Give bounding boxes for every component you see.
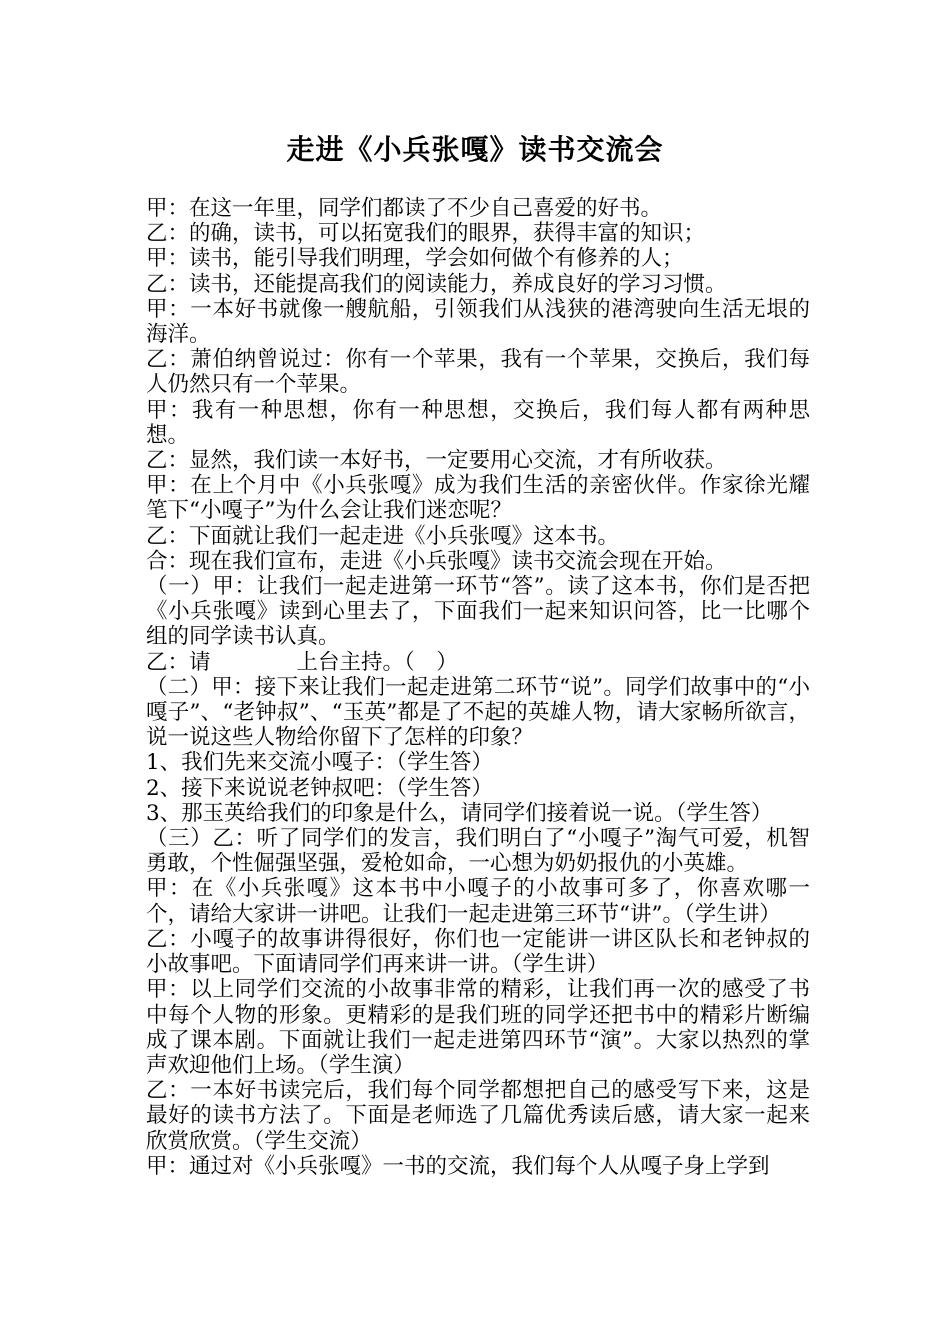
paragraph: 甲：一本好书就像一艘航船，引领我们从浅狭的港湾驶向生活无垠的海洋。 [146,296,810,348]
paragraph: 乙：读书，还能提高我们的阅读能力，养成良好的学习习惯。 [146,271,727,297]
paragraph: 甲：在《小兵张嘎》这本书中小嘎子的小故事可多了，你喜欢哪一个，请给大家讲一讲吧。让我们一起走进第三环节“讲”。（学生讲） [146,876,810,927]
paragraph: 甲：读书，能引导我们明理，学会如何做个有修养的人； [146,246,684,272]
paragraph: 乙：萧伯纳曾说过：你有一个苹果，我有一个苹果，交换后，我们每人仍然只有一个苹果。 [146,347,810,398]
paragraph: 乙：的确，读书，可以拓宽我们的眼界，获得丰富的知识； [146,221,706,247]
paragraph: 3、那玉英给我们的印象是什么，请同学们接着说一说。（学生答） [146,800,773,826]
paragraph: 乙：一本好书读完后，我们每个同学都想把自己的感受写下来，这是最好的读书方法了。下面是老师选了几篇优秀读后感，请大家一起来欣赏欣赏。（学生交流） [146,1078,810,1154]
paragraph: （二）甲：接下来让我们一起走进第二环节“说”。同学们故事中的“小嘎子”、“老钟叔”、“玉英”都是了不起的英雄人物，请大家畅所欲言，说一说这些人物给你留下了怎样的印象？ [146,674,810,751]
paragraph: 甲：我有一种思想，你有一种思想，交换后，我们每人都有两种思想。 [146,397,810,448]
paragraph: 2、接下来说说老钟叔吧：（学生答） [146,775,493,801]
paragraph: 乙：显然，我们读一本好书，一定要用心交流，才有所收获。 [146,448,727,474]
paragraph: 甲：通过对《小兵张嘎》一书的交流，我们每个人从嘎子身上学到 [146,1153,770,1179]
document-body [146,196,810,1179]
document-title: 走进《小兵张嘎》读书交流会 [286,133,664,166]
paragraph: 1、我们先来交流小嘎子：（学生答） [146,750,493,776]
paragraph: 甲：在这一年里，同学们都读了不少自己喜爱的好书。 [146,196,663,221]
paragraph: （一）甲：让我们一起走进第一环节“答”。读了这本书，你们是否把《小兵张嘎》读到心里去了，下面我们一起来知识问答，比一比哪个组的同学读书认真。 [146,574,810,650]
paragraph: 乙：小嘎子的故事讲得很好，你们也一定能讲一讲区队长和老钟叔的小故事吧。下面请同学们再来讲一讲。（学生讲） [146,926,810,978]
paragraph: 甲：在上个月中《小兵张嘎》成为我们生活的亲密伙伴。作家徐光耀笔下“小嘎子”为什么会让我们迷恋呢？ [146,473,810,524]
paragraph: 乙：下面就让我们一起走进《小兵张嘎》这本书。 [146,523,620,549]
paragraph: 合：现在我们宣布，走进《小兵张嘎》读书交流会现在开始。 [146,548,727,574]
paragraph: 乙：请 上台主持。（ ） [146,649,458,675]
paragraph: 甲：以上同学们交流的小故事非常的精彩，让我们再一次的感受了书中每个人物的形象。更精彩的是我们班的同学还把书中的精彩片断编成了课本剧。下面就让我们一起走进第四环节“演”。大家以热烈的掌声欢迎他们上场。（学生演） [146,977,810,1078]
paragraph: （三）乙：听了同学们的发言，我们明白了“小嘎子”淘气可爱，机智勇敢，个性倔强坚强，爱枪如命，一心想为奶奶报仇的小英雄。 [146,826,810,877]
